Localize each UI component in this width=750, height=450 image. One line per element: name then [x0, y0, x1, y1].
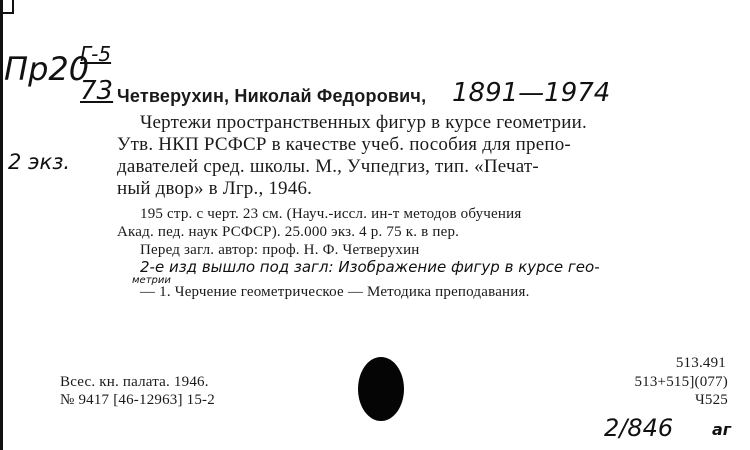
classification-1: 513.491 [675, 355, 726, 371]
call-number: 73 [80, 76, 114, 106]
subject-heading: — 1. Черчение геометрическое — Методика преподавания. [140, 284, 530, 300]
card-edge [0, 0, 3, 450]
details-line-1: 195 стр. с черт. 23 см. (Науч.-иссл. ин-т методов обучения [140, 206, 522, 222]
footer-left-2: № 9417 [46-12963] 15-2 [60, 392, 215, 408]
handwritten-code: 2/846 [604, 414, 674, 442]
description-line-4: ный двор» в Лгр., 1946. [117, 178, 313, 199]
details-line-2: Акад. пед. наук РСФСР). 25.000 экз. 4 р. 75 к. в пер. [117, 224, 460, 240]
edition-note: 2-е изд вышло под загл: Изображение фигур в курсе гео- [140, 258, 600, 276]
edition-note-cont: метрии [132, 275, 171, 286]
punch-hole [358, 357, 404, 421]
author-heading: Четверухин, Николай Федорович, [117, 86, 427, 106]
details-line-3: Перед загл. автор: проф. Н. Ф. Четверухин [140, 242, 420, 258]
description-line-1: Чертежи пространственных фигур в курсе геометрии. [140, 112, 587, 133]
description-line-3: давателей сред. школы. М., Учпедгиз, тип. «Печат- [117, 156, 539, 177]
corner-mark [0, 0, 14, 14]
call-number-superscript: Г-5 [80, 42, 112, 66]
author-years: 1891—1974 [452, 78, 611, 108]
call-number-prefix: Пр20 [4, 50, 90, 88]
classification-3: Ч525 [694, 392, 728, 408]
corner-handwriting: аг [712, 420, 732, 439]
footer-left-1: Всес. кн. палата. 1946. [60, 374, 209, 390]
copies-note: 2 экз. [8, 150, 71, 174]
description-line-2: Утв. НКП РСФСР в качестве учеб. пособия для препо- [117, 134, 571, 155]
classification-2: 513+515](077) [634, 374, 728, 390]
